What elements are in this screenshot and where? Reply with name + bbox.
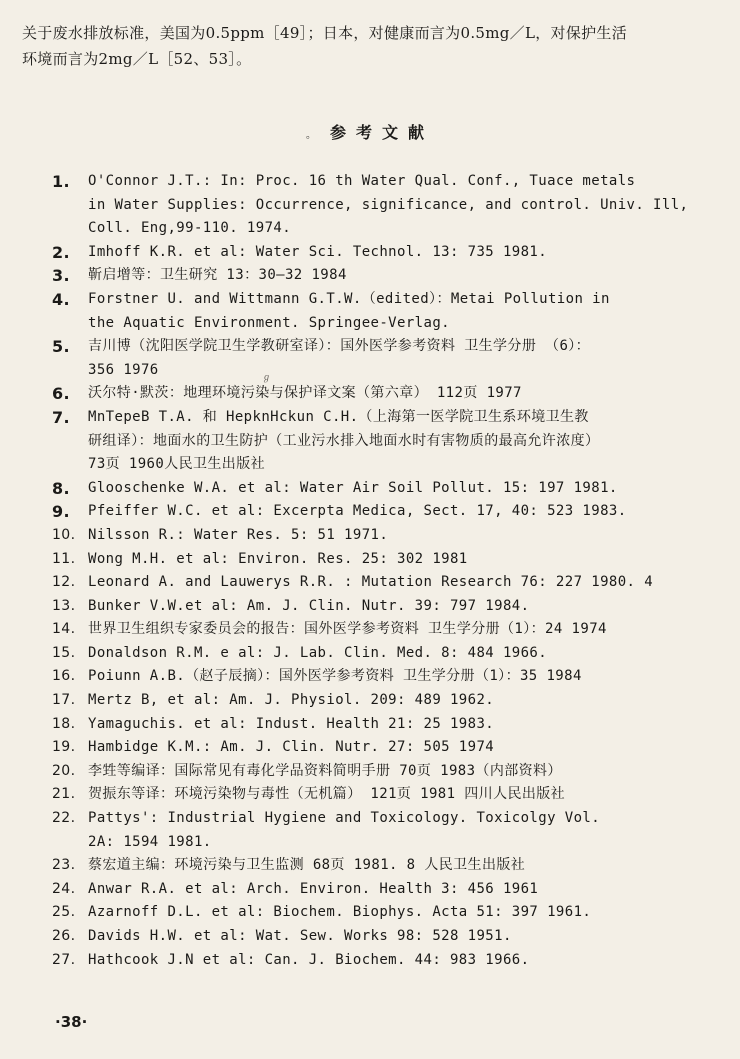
reference-number: 22. bbox=[52, 810, 76, 827]
reference-text-line: 2A: 1594 1981. bbox=[88, 833, 212, 850]
reference-item bbox=[52, 949, 722, 973]
reference-item bbox=[52, 595, 722, 619]
reference-text-line: Forstner U. and Wittmann G.T.W.（edited）：Metai Pollution in bbox=[88, 290, 610, 307]
reference-number: 5. bbox=[52, 337, 71, 357]
reference-text-line: Anwar R.A. et al: Arch. Environ. Health 3: 456 1961 bbox=[88, 880, 539, 897]
references-title: 参考文献 bbox=[329, 123, 434, 142]
reference-text-line: Poiunn A.B.（赵子辰摘）：国外医学参考资料 卫生学分册（1）：35 1984 bbox=[88, 668, 582, 685]
reference-text-line: Pfeiffer W.C. et al: Excerpta Medica, Sect. 17, 40: 523 1983. bbox=[88, 503, 627, 520]
reference-text-line: 蔡宏道主编：环境污染与卫生监测 68页 1981. 8 人民卫生出版社 bbox=[88, 857, 526, 874]
reference-item bbox=[52, 783, 722, 807]
reference-number: 15. bbox=[52, 644, 76, 661]
reference-item bbox=[52, 170, 722, 241]
reference-item bbox=[52, 642, 722, 666]
reference-item bbox=[52, 288, 722, 335]
reference-number: 20. bbox=[52, 762, 76, 779]
reference-text-line: 李甡等编译：国际常见有毒化学品资料简明手册 70页 1983（内部资料） bbox=[88, 762, 562, 779]
reference-item bbox=[52, 548, 722, 572]
reference-text-line: Hambidge K.M.: Am. J. Clin. Nutr. 27: 505 1974 bbox=[88, 739, 495, 756]
reference-item bbox=[52, 854, 722, 878]
reference-text-line: 356 1976 bbox=[88, 361, 159, 378]
reference-text-line: Mertz B, et al: Am. J. Physiol. 209: 489 1962. bbox=[88, 692, 495, 709]
reference-number: 2. bbox=[52, 242, 71, 262]
reference-number: 19. bbox=[52, 739, 76, 756]
reference-number: 24. bbox=[52, 880, 76, 897]
intro-line-1: 关于废水排放标准，美国为0.5ppm［49］；日本，对健康而言为0.5mg／L，对保护生活 bbox=[22, 24, 628, 42]
reference-number: 26. bbox=[52, 928, 76, 944]
reference-list bbox=[52, 170, 722, 972]
reference-item bbox=[52, 571, 722, 595]
reference-number: 9. bbox=[52, 502, 71, 522]
reference-text-line: O'Connor J.T.: In: Proc. 16 th Water Qual. Conf., Tuace metals bbox=[88, 173, 636, 189]
reference-number: 7. bbox=[52, 407, 71, 427]
reference-text-line: 研组译）：地面水的卫生防护（工业污水排入地面水时有害物质的最高允许浓度） bbox=[88, 432, 600, 449]
reference-text-line: 贺振东等译：环境污染物与毒性（无机篇） 121页 1981 四川人民出版社 bbox=[88, 786, 566, 803]
reference-text-line: Azarnoff D.L. et al: Biochem. Biophys. Acta 51: 397 1961. bbox=[88, 904, 592, 921]
reference-text-line: 世界卫生组织专家委员会的报告：国外医学参考资料 卫生学分册（1）：24 1974 bbox=[88, 621, 607, 638]
reference-item bbox=[52, 901, 722, 925]
reference-number: 8. bbox=[52, 478, 71, 498]
intro-paragraph bbox=[22, 20, 722, 72]
reference-text-line: Hathcook J.N et al: Can. J. Biochem. 44: 983 1966. bbox=[88, 951, 530, 968]
reference-number: 21. bbox=[52, 786, 76, 803]
heading-bullet: 。 bbox=[305, 130, 316, 141]
reference-text-line: Wong M.H. et al: Environ. Res. 25: 302 1981 bbox=[88, 550, 468, 567]
reference-number: 4. bbox=[52, 289, 71, 309]
reference-item bbox=[52, 713, 722, 737]
reference-number: 25. bbox=[52, 904, 76, 921]
reference-text-line: 73页 1960人民卫生出版社 bbox=[88, 456, 266, 473]
reference-item bbox=[52, 500, 722, 524]
reference-text-line: Davids H.W. et al: Wat. Sew. Works 98: 528 1951. bbox=[88, 928, 512, 944]
reference-item bbox=[52, 665, 722, 689]
reference-number: 11. bbox=[52, 550, 76, 567]
reference-text-line: in Water Supplies: Occurrence, significance, and control. Univ. Ill, bbox=[88, 196, 689, 213]
reference-item bbox=[52, 807, 722, 854]
stray-mark: ℊ bbox=[262, 373, 272, 383]
reference-text-line: 吉川博（沈阳医学院卫生学教研室译）：国外医学参考资料 卫生学分册 （6）： bbox=[88, 338, 591, 355]
reference-number: 3. bbox=[52, 266, 71, 286]
reference-text-line: Pattys': Industrial Hygiene and Toxicology. Toxicolgy Vol. bbox=[88, 810, 601, 827]
reference-item bbox=[52, 618, 722, 642]
reference-text-line: Imhoff K.R. et al: Water Sci. Technol. 13: 735 1981. bbox=[88, 243, 548, 260]
page-number: ·38· bbox=[55, 1013, 88, 1031]
reference-number: 6. bbox=[52, 384, 71, 404]
reference-text-line: Coll. Eng,99-110. 1974. bbox=[88, 220, 292, 237]
reference-text-line: Leonard A. and Lauwerys R.R. : Mutation Research 76: 227 1980. 4 bbox=[88, 574, 654, 591]
reference-item bbox=[52, 241, 722, 265]
reference-text-line: Glooschenke W.A. et al: Water Air Soil Pollut. 15: 197 1981. bbox=[88, 479, 618, 496]
reference-text-line: 靳启增等：卫生研究 13：30—32 1984 bbox=[88, 267, 347, 284]
reference-item bbox=[52, 760, 722, 784]
reference-item bbox=[52, 689, 722, 713]
reference-text-line: Nilsson R.: Water Res. 5: 51 1971. bbox=[88, 526, 389, 543]
reference-number: 14. bbox=[52, 621, 76, 638]
reference-number: 1. bbox=[52, 172, 71, 191]
reference-number: 23. bbox=[52, 857, 76, 874]
reference-number: 18. bbox=[52, 715, 76, 732]
reference-item bbox=[52, 524, 722, 548]
intro-line-2: 环境而言为2mg／L［52、53］。 bbox=[22, 50, 252, 68]
reference-item bbox=[52, 878, 722, 902]
reference-number: 12. bbox=[52, 574, 76, 591]
reference-number: 27. bbox=[52, 951, 76, 968]
reference-item bbox=[52, 736, 722, 760]
reference-text-line: MnTepeB T.A. 和 HepknHckun C.H.（上海第一医学院卫生系环境卫生教 bbox=[88, 408, 589, 425]
reference-number: 17. bbox=[52, 692, 76, 709]
reference-text-line: Yamaguchis. et al: Indust. Health 21: 25 1983. bbox=[88, 715, 495, 732]
reference-number: 16. bbox=[52, 668, 76, 685]
reference-item bbox=[52, 264, 722, 288]
reference-item bbox=[52, 406, 722, 477]
reference-item bbox=[52, 335, 722, 382]
reference-text-line: Bunker V.W.et al: Am. J. Clin. Nutr. 39: 797 1984. bbox=[88, 597, 530, 614]
reference-item bbox=[52, 382, 722, 406]
reference-item bbox=[52, 477, 722, 501]
reference-number: 10. bbox=[52, 526, 76, 543]
references-heading bbox=[0, 120, 740, 143]
reference-number: 13. bbox=[52, 597, 76, 614]
reference-text-line: the Aquatic Environment. Springee-Verlag. bbox=[88, 314, 450, 331]
reference-item bbox=[52, 925, 722, 949]
reference-text-line: 沃尔特·默茨：地理环境污染与保护译文案（第六章） 112页 1977 bbox=[88, 385, 522, 402]
reference-text-line: Donaldson R.M. e al: J. Lab. Clin. Med. 8: 484 1966. bbox=[88, 644, 548, 661]
